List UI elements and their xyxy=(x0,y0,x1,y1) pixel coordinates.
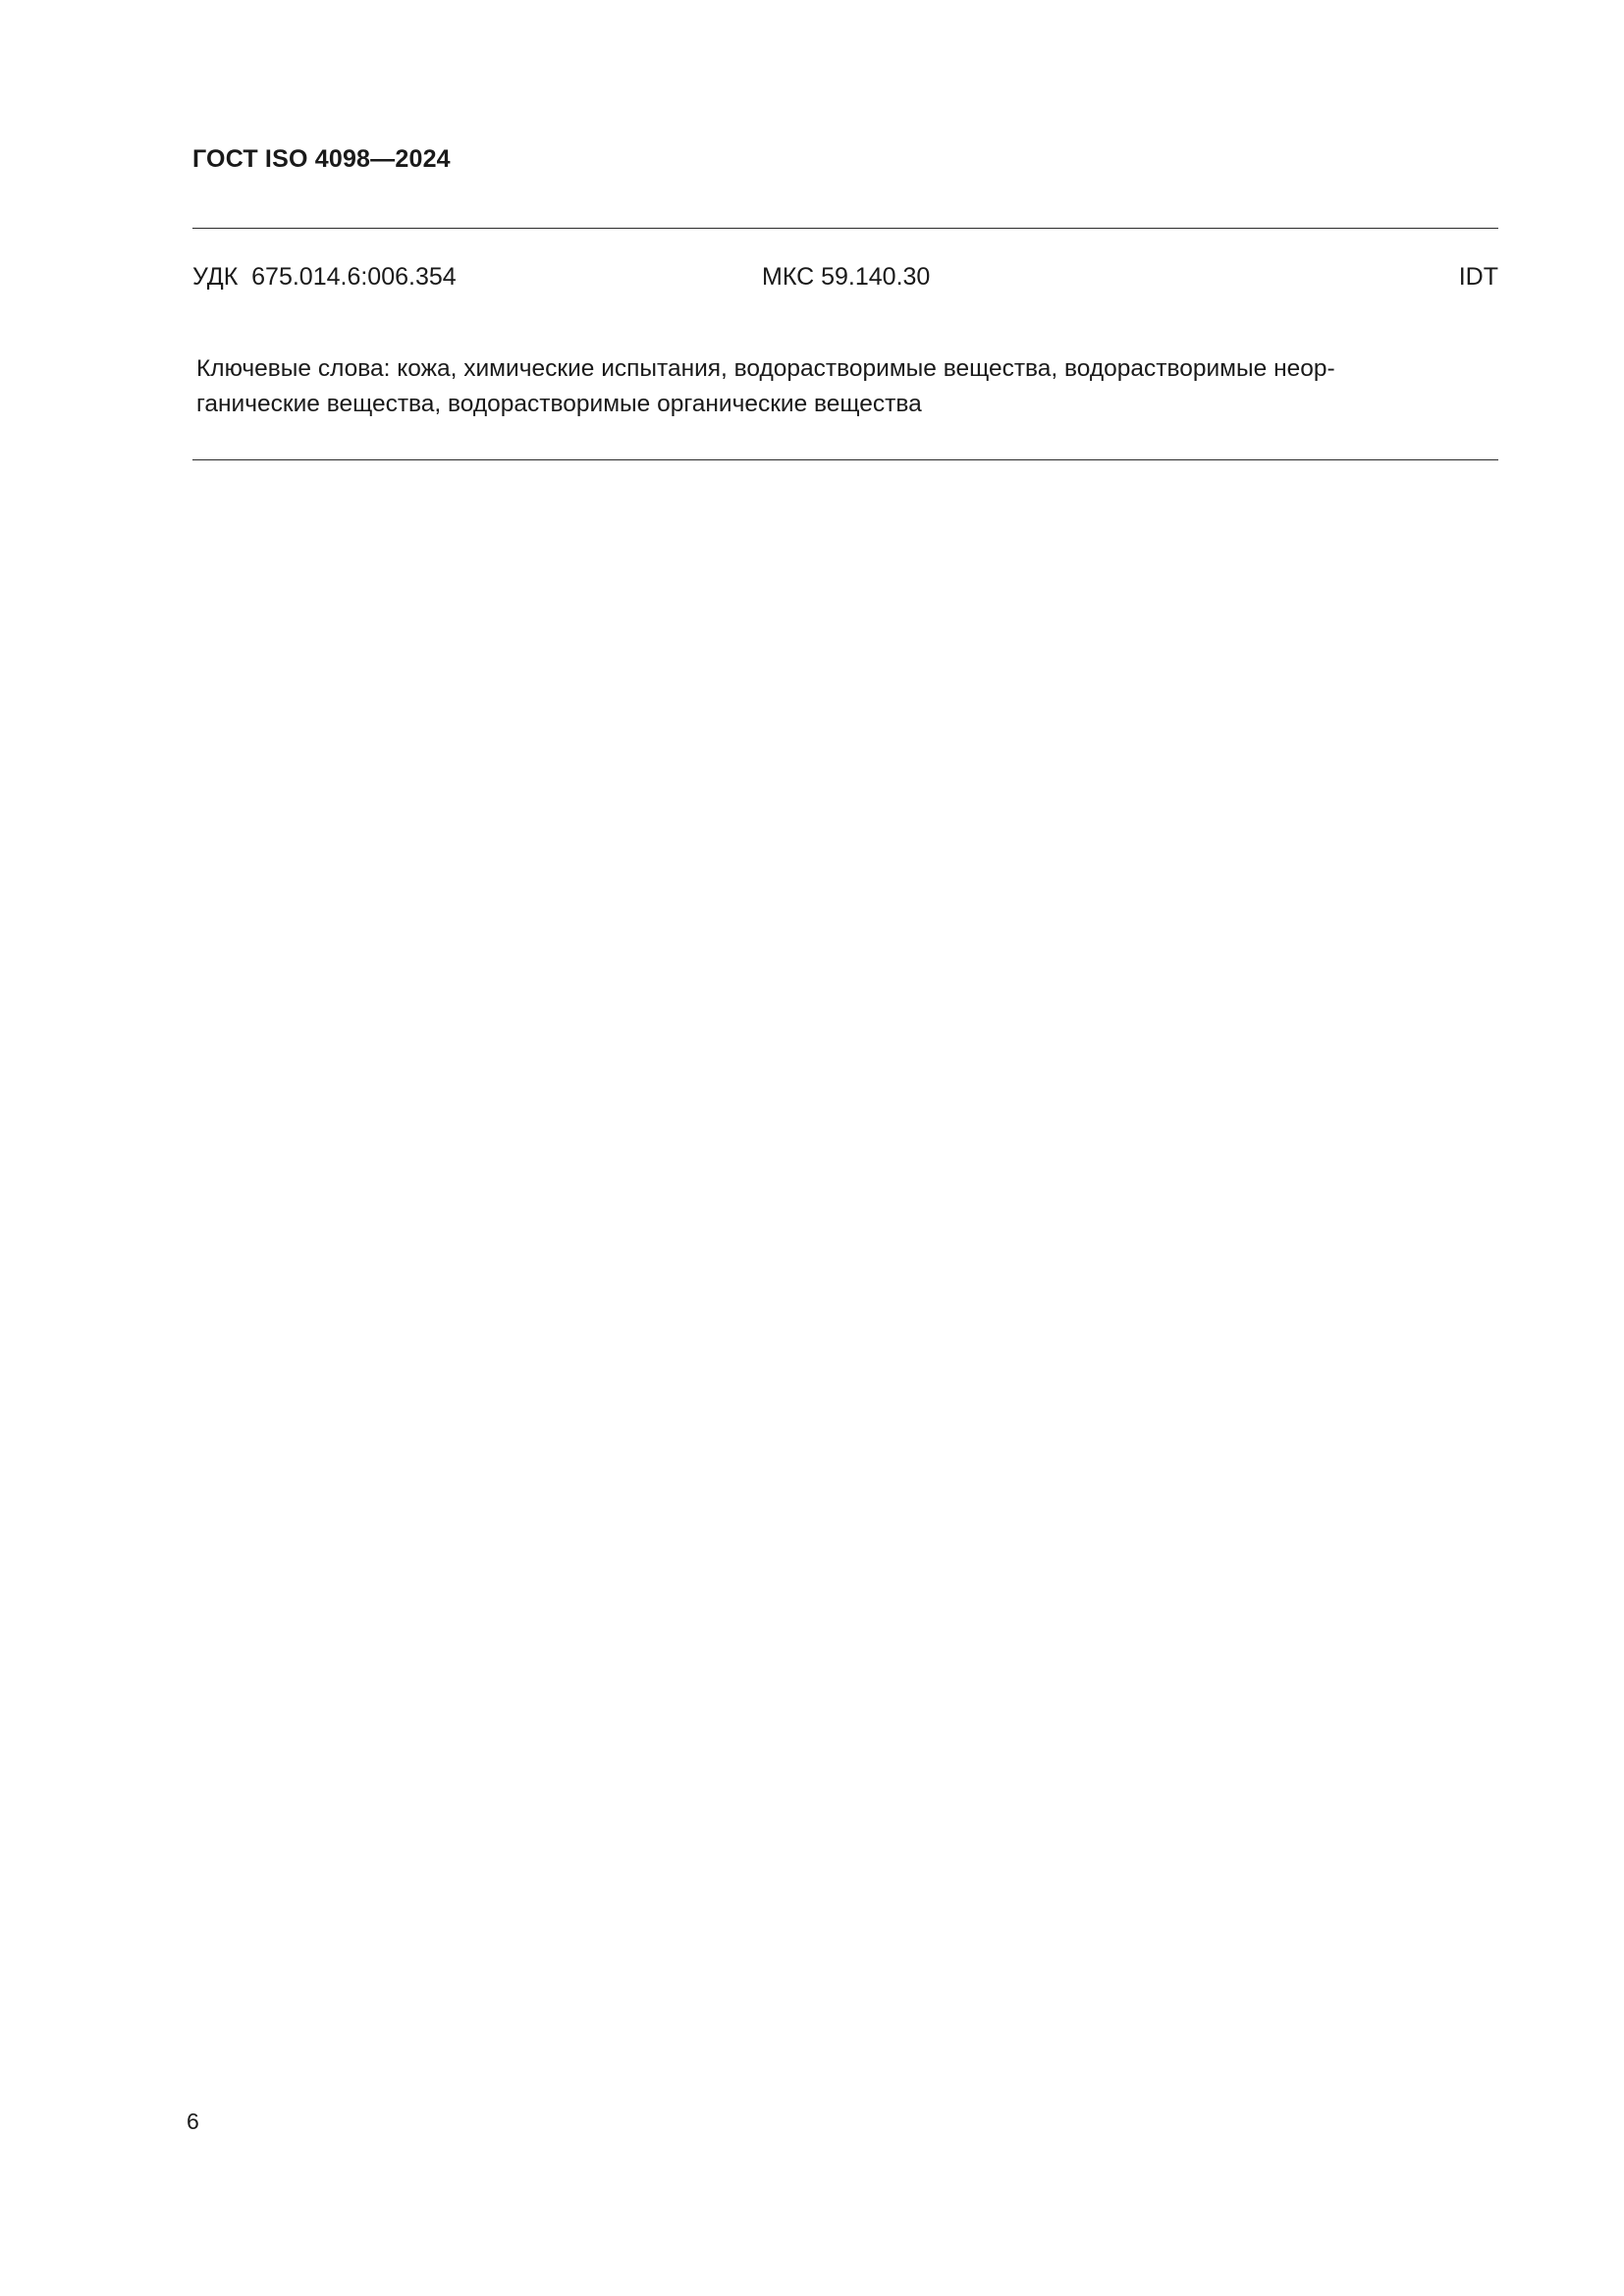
keywords-line-2: ганические вещества, водорастворимые органические вещества xyxy=(196,391,922,417)
classification-codes-row xyxy=(192,263,1498,296)
page-number: 6 xyxy=(187,2109,199,2134)
keywords-rule-bottom xyxy=(192,459,1498,460)
header-rule-top xyxy=(192,228,1498,229)
keywords-paragraph xyxy=(196,351,1494,422)
idt-marker: IDT xyxy=(1458,263,1498,291)
mks-code: МКС 59.140.30 xyxy=(762,263,931,291)
page-header-designation: ГОСТ ISO 4098—2024 xyxy=(192,145,451,173)
udk-code: УДК 675.014.6:006.354 xyxy=(192,263,457,291)
keywords-line-1: Ключевые слова: кожа, химические испытания, водорастворимые вещества, водорастворимые неор- xyxy=(196,355,1335,382)
